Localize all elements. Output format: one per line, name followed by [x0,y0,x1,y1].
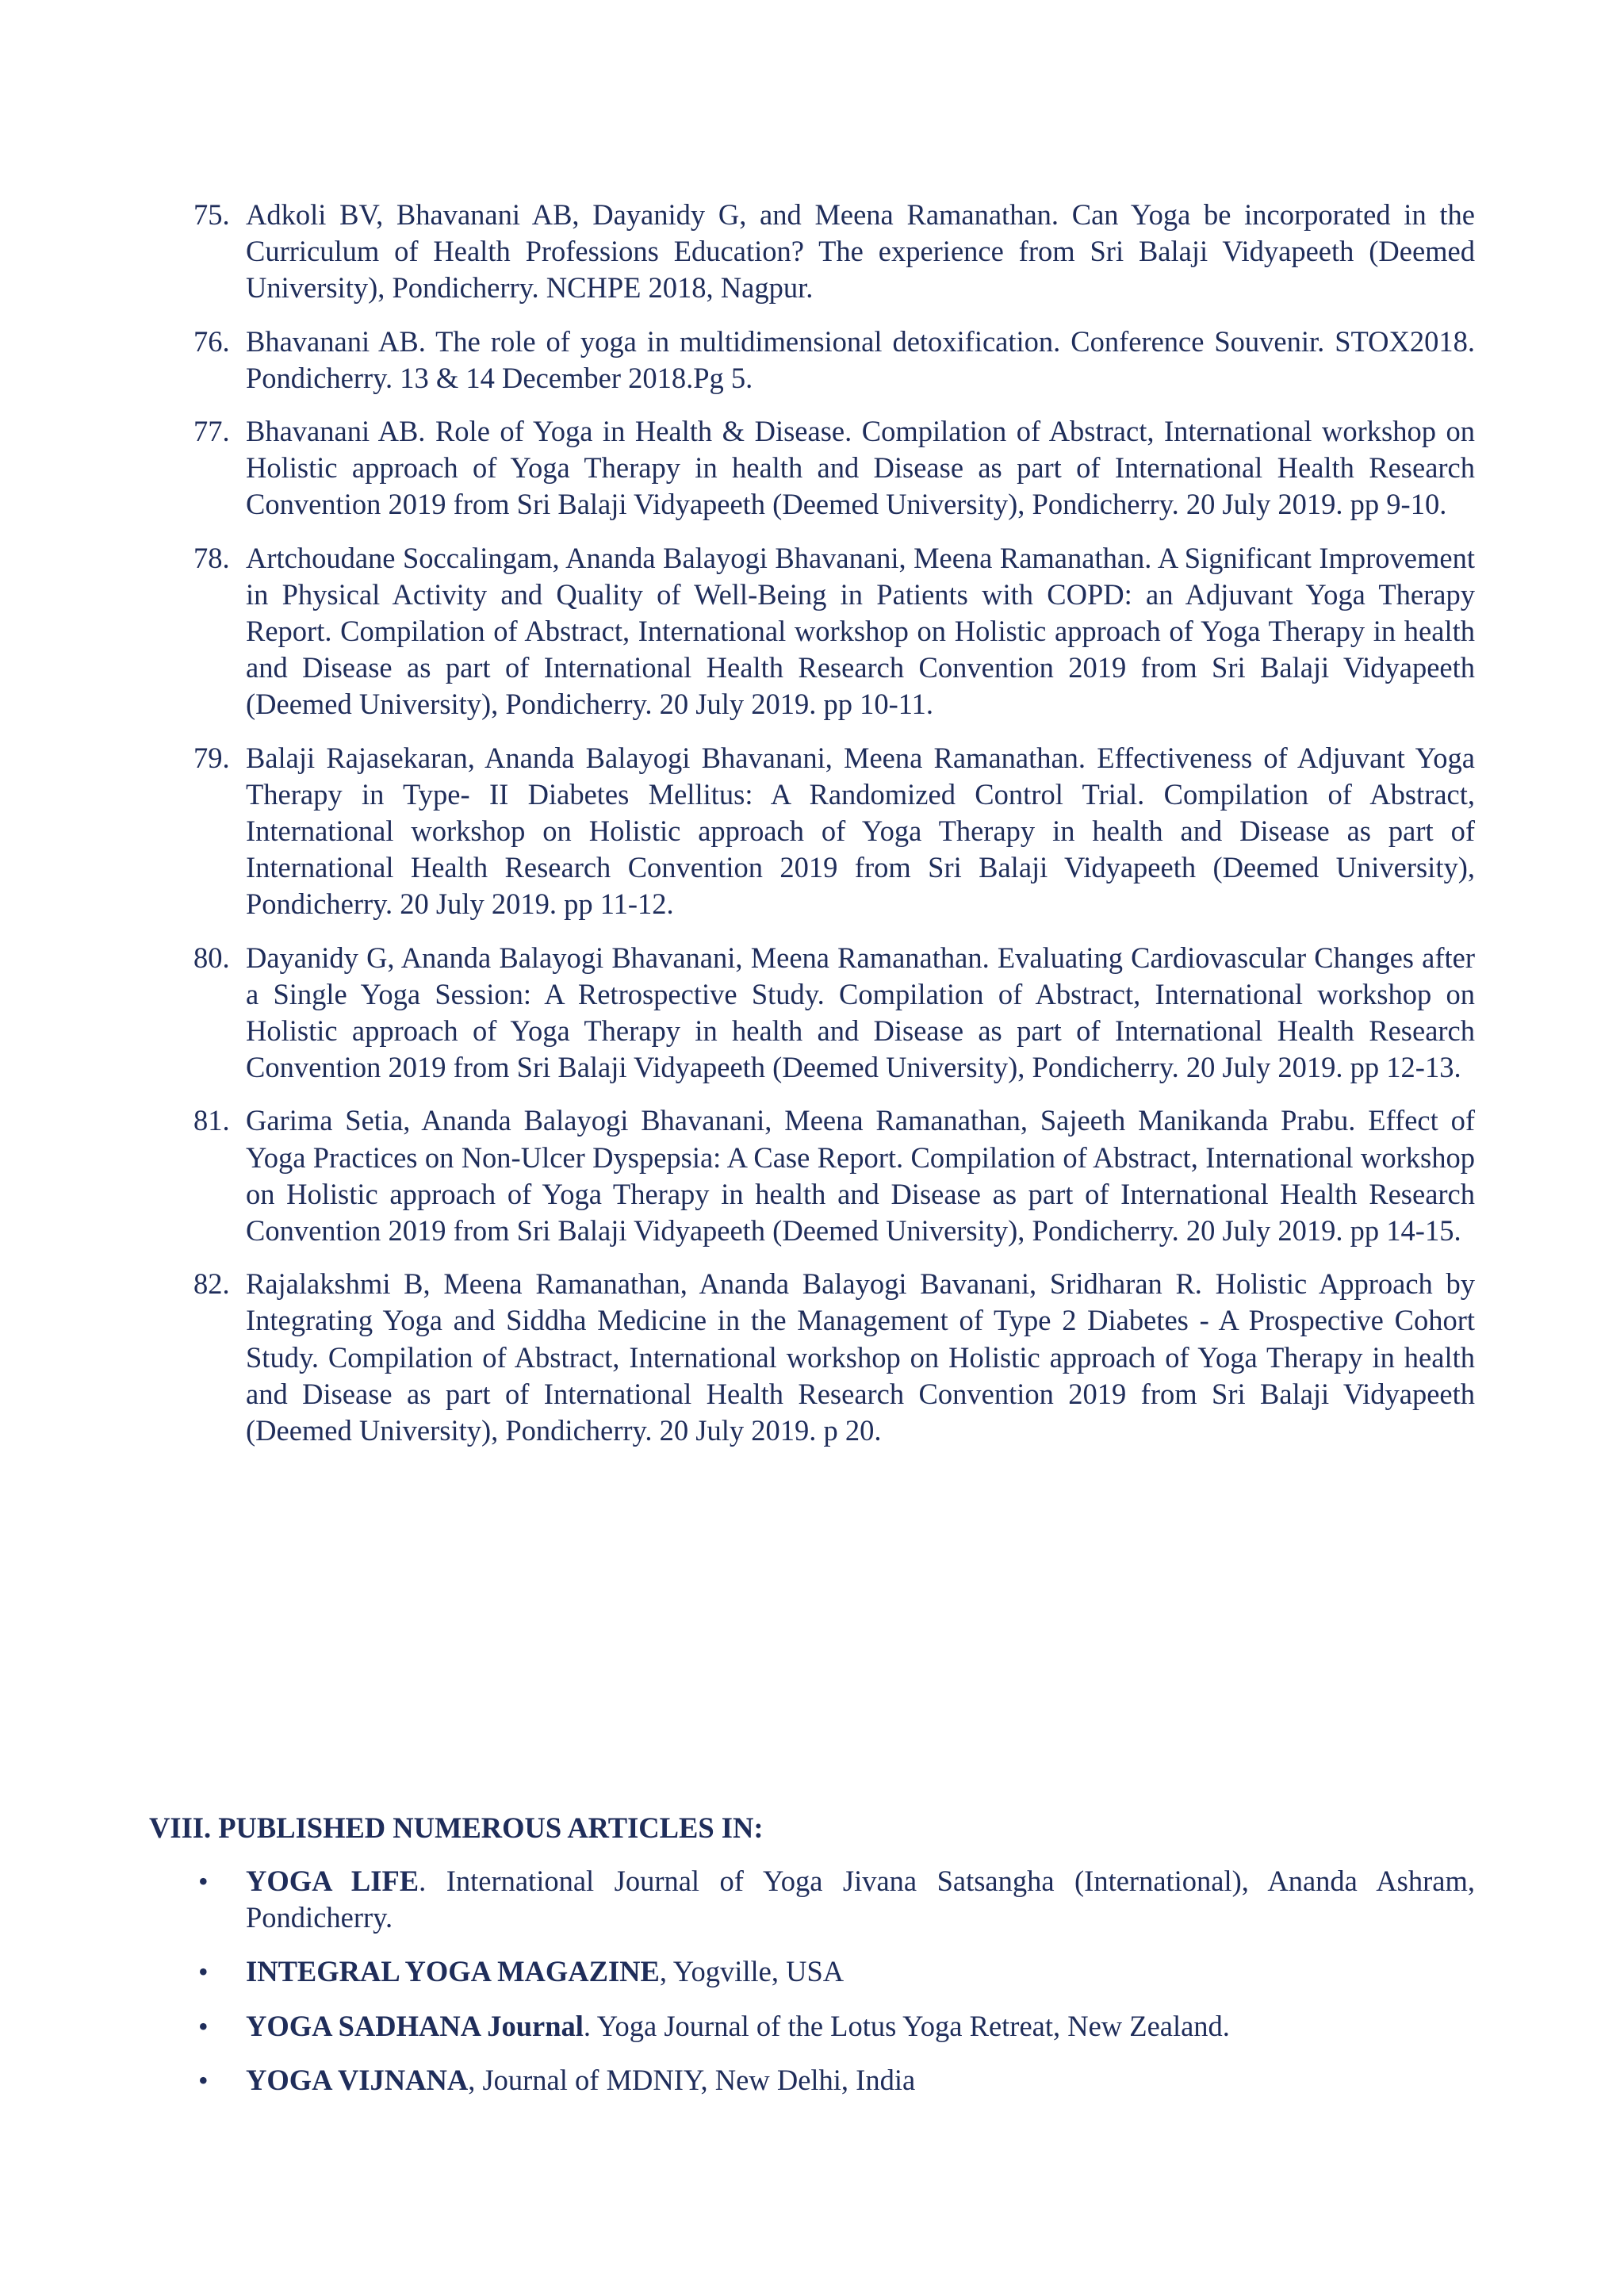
reference-number: 77. [193,415,230,448]
reference-text: Artchoudane Soccalingam, Ananda Balayogi Bhavanani, Meena Ramanathan. A Significant Improvement in Physical Activity and Quality of Well-Being in Patients with COPD: an Adjuvant Yoga Therapy Report. Compilation of Abstract, International workshop on Holistic approach of Yoga Therapy in health and Disease as part of International Health Research Convention 2019 from Sri Balaji Vidyapeeth (Deemed University), Pondicherry. 20 July 2019. pp 10-11. [246,541,1475,721]
publication-details: , Journal of MDNIY, New Delhi, India [468,2063,916,2096]
publication-details: . International Journal of Yoga Jivana Satsangha (International), Ananda Ashram, Pondicherry. [246,1865,1475,1934]
publication-details: . Yoga Journal of the Lotus Yoga Retreat, New Zealand. [583,2009,1230,2042]
section-heading: VIII. PUBLISHED NUMEROUS ARTICLES IN: [149,1811,764,1844]
publication-name: INTEGRAL YOGA MAGAZINE [246,1955,660,1988]
reference-number: 75. [193,198,230,231]
reference-item [182,540,1475,723]
publication-item [182,1863,1475,1936]
reference-text: Garima Setia, Ananda Balayogi Bhavanani, Meena Ramanathan, Sajeeth Manikanda Prabu. Effect of Yoga Practices on Non-Ulcer Dyspepsia: A Case Report. Compilation of Abstract, International workshop on Holistic approach of Yoga Therapy in health and Disease as part of International Health Research Convention 2019 from Sri Balaji Vidyapeeth (Deemed University), Pondicherry. 20 July 2019. pp 14-15. [246,1104,1475,1248]
reference-number: 76. [193,324,230,358]
bullet-icon: • [198,1865,209,1897]
reference-item [182,413,1475,523]
reference-number: 78. [193,541,230,574]
publication-item [182,2008,1475,2045]
reference-text: Bhavanani AB. The role of yoga in multidimensional detoxification. Conference Souvenir. STOX2018. Pondicherry. 13 & 14 December 2018.Pg 5. [246,324,1475,394]
reference-number: 82. [193,1267,230,1301]
reference-number: 80. [193,941,230,974]
reference-item [182,740,1475,923]
reference-item [182,940,1475,1087]
reference-item [182,1102,1475,1249]
bullet-icon: • [198,2064,209,2096]
reference-item [182,197,1475,307]
publication-item [182,1953,1475,1990]
reference-text: Dayanidy G, Ananda Balayogi Bhavanani, Meena Ramanathan. Evaluating Cardiovascular Changes after a Single Yoga Session: A Retrospective Study. Compilation of Abstract, International workshop on Holistic approach of Yoga Therapy in health and Disease as part of International Health Research Convention 2019 from Sri Balaji Vidyapeeth (Deemed University), Pondicherry. 20 July 2019. pp 12-13. [246,941,1475,1084]
reference-item [182,324,1475,397]
publication-details: , Yogville, USA [659,1955,845,1988]
reference-text: Balaji Rajasekaran, Ananda Balayogi Bhavanani, Meena Ramanathan. Effectiveness of Adjuvant Yoga Therapy in Type- II Diabetes Mellitus: A Randomized Control Trial. Compilation of Abstract, International workshop on Holistic approach of Yoga Therapy in health and Disease as part of International Health Research Convention 2019 from Sri Balaji Vidyapeeth (Deemed University), Pondicherry. 20 July 2019. pp 11-12. [246,741,1475,921]
reference-text: Bhavanani AB. Role of Yoga in Health & Disease. Compilation of Abstract, International workshop on Holistic approach of Yoga Therapy in health and Disease as part of International Health Research Convention 2019 from Sri Balaji Vidyapeeth (Deemed University), Pondicherry. 20 July 2019. pp 9-10. [246,415,1475,521]
bullet-icon: • [198,1956,209,1988]
reference-text: Adkoli BV, Bhavanani AB, Dayanidy G, and Meena Ramanathan. Can Yoga be incorporated in the Curriculum of Health Professions Education? The experience from Sri Balaji Vidyapeeth (Deemed University), Pondicherry. NCHPE 2018, Nagpur. [246,198,1475,305]
reference-list [182,197,1475,1466]
publication-list [182,1863,1475,2116]
reference-number: 79. [193,741,230,774]
reference-item [182,1266,1475,1449]
reference-number: 81. [193,1104,230,1137]
bullet-icon: • [198,2010,209,2042]
publication-name: YOGA SADHANA Journal [246,2009,584,2042]
reference-text: Rajalakshmi B, Meena Ramanathan, Ananda Balayogi Bavanani, Sridharan R. Holistic Approach by Integrating Yoga and Siddha Medicine in the Management of Type 2 Diabetes - A Prospective Cohort Study. Compilation of Abstract, International workshop on Holistic approach of Yoga Therapy in health and Disease as part of International Health Research Convention 2019 from Sri Balaji Vidyapeeth (Deemed University), Pondicherry. 20 July 2019. p 20. [246,1267,1475,1447]
publication-item [182,2062,1475,2099]
publication-name: YOGA LIFE [246,1865,419,1897]
publication-name: YOGA VIJNANA [246,2063,469,2096]
